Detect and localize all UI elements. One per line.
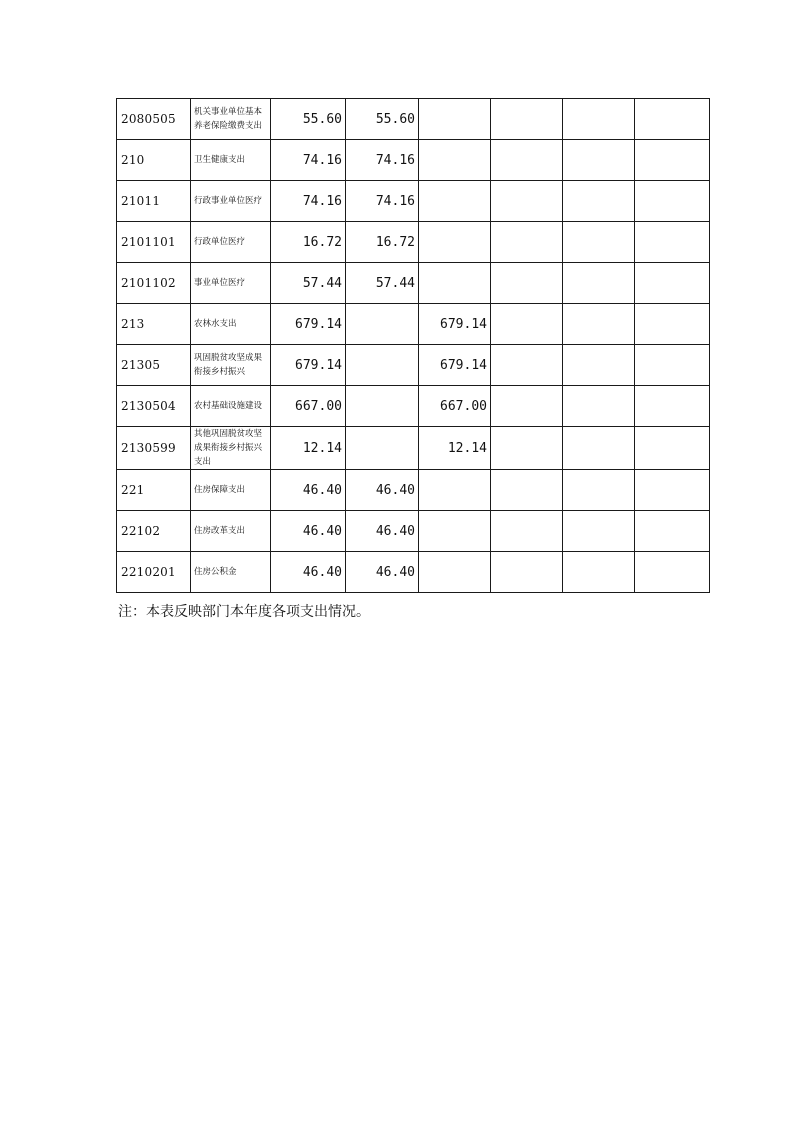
project-expenditure-cell [419,470,491,511]
empty-cell [635,222,710,263]
project-expenditure-cell [419,263,491,304]
project-expenditure-cell: 12.14 [419,427,491,470]
project-expenditure-cell [419,552,491,593]
table-row [117,99,710,140]
empty-cell [563,345,635,386]
basic-expenditure-cell: 74.16 [346,181,419,222]
subject-code-cell: 2210201 [117,552,191,593]
basic-expenditure-cell: 46.40 [346,511,419,552]
project-expenditure-cell: 667.00 [419,386,491,427]
empty-cell [491,99,563,140]
subject-code-cell: 2080505 [117,99,191,140]
total-cell: 46.40 [271,552,346,593]
table-row [117,181,710,222]
subject-name-cell: 卫生健康支出 [191,140,271,181]
total-cell: 57.44 [271,263,346,304]
table-row [117,222,710,263]
empty-cell [635,427,710,470]
total-cell: 679.14 [271,345,346,386]
empty-cell [635,552,710,593]
empty-cell [563,99,635,140]
subject-code-cell: 2130504 [117,386,191,427]
empty-cell [491,386,563,427]
empty-cell [563,140,635,181]
basic-expenditure-cell [346,386,419,427]
table-row [117,304,710,345]
empty-cell [563,386,635,427]
empty-cell [635,345,710,386]
empty-cell [635,140,710,181]
table-row [117,386,710,427]
empty-cell [491,222,563,263]
subject-code-cell: 221 [117,470,191,511]
total-cell: 74.16 [271,181,346,222]
subject-code-cell: 2101101 [117,222,191,263]
project-expenditure-cell [419,222,491,263]
subject-code-cell: 22102 [117,511,191,552]
table-row [117,263,710,304]
subject-code-cell: 21305 [117,345,191,386]
empty-cell [491,511,563,552]
subject-code-cell: 2101102 [117,263,191,304]
subject-name-cell: 农林水支出 [191,304,271,345]
empty-cell [491,304,563,345]
total-cell: 46.40 [271,511,346,552]
empty-cell [635,386,710,427]
empty-cell [491,470,563,511]
basic-expenditure-cell: 74.16 [346,140,419,181]
empty-cell [635,304,710,345]
subject-name-cell: 行政单位医疗 [191,222,271,263]
total-cell: 55.60 [271,99,346,140]
basic-expenditure-cell [346,345,419,386]
empty-cell [491,427,563,470]
empty-cell [563,304,635,345]
empty-cell [563,511,635,552]
total-cell: 16.72 [271,222,346,263]
subject-name-cell: 住房公积金 [191,552,271,593]
basic-expenditure-cell: 16.72 [346,222,419,263]
project-expenditure-cell: 679.14 [419,304,491,345]
project-expenditure-cell [419,181,491,222]
empty-cell [563,222,635,263]
empty-cell [635,263,710,304]
table-row [117,511,710,552]
subject-code-cell: 213 [117,304,191,345]
empty-cell [635,470,710,511]
total-cell: 46.40 [271,470,346,511]
subject-code-cell: 210 [117,140,191,181]
subject-name-cell: 机关事业单位基本养老保险缴费支出 [191,99,271,140]
project-expenditure-cell [419,99,491,140]
expenditure-table [116,98,710,593]
basic-expenditure-cell: 55.60 [346,99,419,140]
project-expenditure-cell [419,511,491,552]
table-row [117,470,710,511]
subject-code-cell: 2130599 [117,427,191,470]
project-expenditure-cell: 679.14 [419,345,491,386]
basic-expenditure-cell [346,427,419,470]
empty-cell [563,470,635,511]
table-footnote: 注：本表反映部门本年度各项支出情况。 [118,604,370,620]
empty-cell [563,263,635,304]
subject-name-cell: 事业单位医疗 [191,263,271,304]
empty-cell [563,552,635,593]
expenditure-table-body [117,99,710,593]
subject-name-cell: 行政事业单位医疗 [191,181,271,222]
empty-cell [563,181,635,222]
total-cell: 679.14 [271,304,346,345]
subject-name-cell: 其他巩固脱贫攻坚成果衔接乡村振兴支出 [191,427,271,470]
table-row [117,552,710,593]
subject-name-cell: 住房改革支出 [191,511,271,552]
table-row [117,140,710,181]
total-cell: 12.14 [271,427,346,470]
basic-expenditure-cell [346,304,419,345]
empty-cell [491,552,563,593]
table-row [117,345,710,386]
project-expenditure-cell [419,140,491,181]
empty-cell [563,427,635,470]
total-cell: 74.16 [271,140,346,181]
basic-expenditure-cell: 46.40 [346,470,419,511]
table-row [117,427,710,470]
empty-cell [491,140,563,181]
total-cell: 667.00 [271,386,346,427]
empty-cell [491,181,563,222]
subject-name-cell: 农村基础设施建设 [191,386,271,427]
empty-cell [635,99,710,140]
empty-cell [635,181,710,222]
empty-cell [491,263,563,304]
empty-cell [635,511,710,552]
empty-cell [491,345,563,386]
subject-name-cell: 巩固脱贫攻坚成果衔接乡村振兴 [191,345,271,386]
subject-name-cell: 住房保障支出 [191,470,271,511]
subject-code-cell: 21011 [117,181,191,222]
basic-expenditure-cell: 46.40 [346,552,419,593]
basic-expenditure-cell: 57.44 [346,263,419,304]
